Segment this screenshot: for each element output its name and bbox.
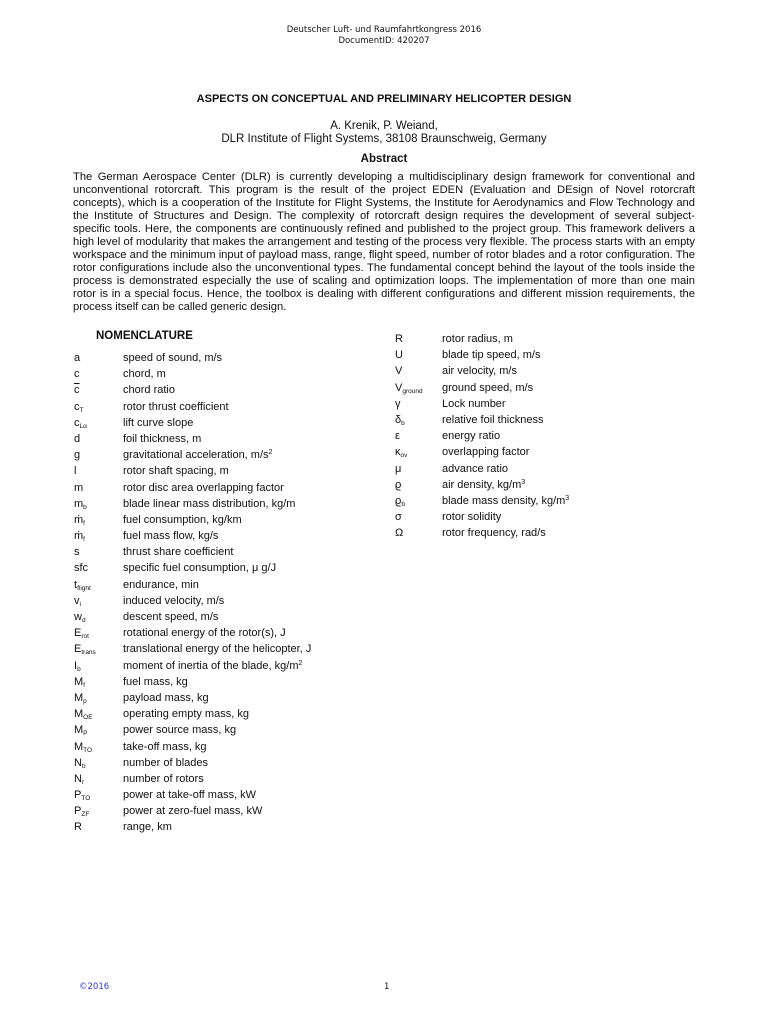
symbol-base: s — [74, 546, 80, 559]
description-text: take-off mass, kg — [123, 740, 207, 753]
symbol-subscript: b — [401, 419, 405, 427]
description-text: moment of inertia of the blade, kg/m — [123, 659, 299, 672]
description-text: payload mass, kg — [123, 691, 209, 704]
symbol-subscript: P — [83, 730, 88, 738]
symbol-base: M — [74, 724, 84, 737]
description-text: thrust share coefficient — [123, 546, 234, 559]
nomenclature-symbol — [395, 414, 405, 427]
symbol-base: E — [74, 643, 82, 656]
nomenclature-entry — [74, 514, 374, 530]
description-text: rotor solidity — [442, 511, 502, 524]
nomenclature-description — [123, 530, 218, 542]
nomenclature-symbol — [74, 465, 76, 477]
nomenclature-entry — [395, 511, 695, 527]
nomenclature-entry — [395, 463, 695, 479]
symbol-subscript: ground — [402, 387, 423, 395]
description-text: range, km — [123, 821, 172, 834]
description-superscript: 2 — [268, 449, 273, 457]
symbol-subscript: b — [83, 503, 87, 511]
nomenclature-description — [123, 708, 249, 720]
nomenclature-symbol — [74, 595, 81, 608]
nomenclature-entry — [74, 789, 374, 805]
nomenclature-description — [123, 514, 242, 526]
copyright: ©2016 — [79, 982, 110, 992]
nomenclature-entry — [74, 708, 374, 724]
nomenclature-description — [123, 611, 218, 623]
nomenclature-description — [123, 821, 172, 833]
nomenclature-symbol — [74, 708, 93, 721]
document-id: DocumentID: 420207 — [338, 36, 430, 46]
symbol-base: γ — [395, 397, 401, 410]
nomenclature-symbol — [395, 430, 400, 442]
nomenclature-description — [123, 546, 233, 558]
symbol-subscript: Lα — [79, 422, 87, 430]
nomenclature-entry — [74, 449, 374, 465]
symbol-base: M — [74, 675, 84, 688]
symbol-subscript: f — [83, 681, 85, 689]
nomenclature-symbol — [395, 333, 403, 345]
nomenclature-entry — [74, 773, 374, 789]
nomenclature-description — [123, 384, 175, 396]
symbol-subscript: b — [77, 665, 81, 673]
nomenclature-heading: NOMENCLATURE — [96, 330, 193, 342]
nomenclature-description — [442, 365, 517, 377]
nomenclature-entry — [395, 414, 695, 430]
symbol-base: ṁ — [74, 513, 84, 526]
description-text: foil thickness, m — [123, 432, 202, 445]
nomenclature-entry — [395, 495, 695, 511]
nomenclature-description — [123, 368, 166, 380]
symbol-subscript: ov — [400, 452, 408, 460]
nomenclature-description — [123, 643, 311, 655]
description-text: gravitational acceleration, m/s — [123, 449, 269, 462]
description-text: blade mass density, kg/m — [442, 494, 566, 507]
symbol-base: Ω — [395, 527, 404, 540]
nomenclature-symbol — [395, 398, 401, 410]
nomenclature-entry — [74, 821, 374, 837]
nomenclature-entry — [74, 417, 374, 433]
nomenclature-entry — [395, 349, 695, 365]
nomenclature-description — [123, 741, 207, 753]
nomenclature-symbol — [74, 741, 92, 754]
symbol-subscript: trans — [81, 649, 96, 657]
nomenclature-entry — [74, 805, 374, 821]
nomenclature-symbol — [74, 692, 87, 705]
nomenclature-right-column — [395, 333, 695, 543]
author-affiliation: DLR Institute of Flight Systems, 38108 Braunschweig, Germany — [221, 133, 547, 145]
symbol-subscript: TO — [81, 795, 91, 803]
nomenclature-symbol — [395, 382, 423, 395]
nomenclature-description — [442, 527, 546, 539]
symbol-base: U — [395, 349, 403, 362]
symbol-base: ϱ — [395, 478, 402, 491]
nomenclature-entry — [74, 352, 374, 368]
nomenclature-symbol — [74, 757, 86, 770]
nomenclature-symbol — [74, 643, 96, 656]
description-text: specific fuel consumption, μ g/J — [123, 562, 277, 575]
symbol-subscript: rot — [81, 633, 89, 641]
symbol-base: ϱ — [395, 494, 402, 507]
symbol-base: c — [74, 400, 80, 413]
nomenclature-entry — [74, 498, 374, 514]
description-text: rotational energy of the rotor(s), J — [123, 627, 286, 640]
symbol-base: P — [74, 805, 82, 818]
symbol-base: I — [74, 659, 78, 672]
nomenclature-symbol — [74, 482, 83, 494]
symbol-subscript: b — [81, 762, 86, 770]
description-text: rotor thrust coefficient — [123, 400, 229, 413]
symbol-base: l — [74, 465, 77, 478]
page-number: 1 — [384, 982, 390, 992]
description-text: relative foil thickness — [442, 413, 544, 426]
symbol-base: M — [74, 740, 84, 753]
description-text: air velocity, m/s — [442, 365, 517, 378]
description-text: rotor radius, m — [442, 333, 513, 345]
nomenclature-entry — [74, 368, 374, 384]
symbol-base: w — [74, 611, 82, 623]
nomenclature-entry — [74, 482, 374, 498]
symbol-subscript: TO — [83, 746, 93, 754]
nomenclature-entry — [74, 530, 374, 546]
nomenclature-description — [123, 773, 204, 785]
nomenclature-description — [123, 692, 209, 704]
nomenclature-entry — [395, 333, 695, 349]
nomenclature-description — [123, 579, 199, 591]
symbol-base: g — [74, 449, 81, 462]
nomenclature-left-column — [74, 352, 374, 838]
nomenclature-symbol — [74, 368, 80, 380]
nomenclature-symbol — [395, 463, 401, 475]
nomenclature-description — [123, 805, 262, 817]
nomenclature-entry — [74, 757, 374, 773]
description-text: endurance, min — [123, 578, 199, 591]
description-text: descent speed, m/s — [123, 611, 219, 623]
symbol-base: E — [74, 627, 82, 640]
nomenclature-symbol — [74, 401, 83, 414]
symbol-subscript: f — [83, 536, 85, 544]
nomenclature-description — [123, 482, 284, 494]
nomenclature-entry — [74, 741, 374, 757]
nomenclature-description — [442, 430, 500, 442]
description-text: fuel consumption, kg/km — [123, 513, 242, 526]
nomenclature-symbol — [74, 773, 84, 786]
symbol-base: R — [395, 333, 403, 345]
nomenclature-symbol — [74, 562, 88, 574]
description-text: fuel mass flow, kg/s — [123, 530, 219, 543]
nomenclature-symbol — [74, 724, 88, 737]
nomenclature-description — [123, 724, 236, 736]
nomenclature-description — [123, 595, 224, 607]
nomenclature-description — [442, 463, 508, 475]
description-text: power at take-off mass, kW — [123, 789, 257, 802]
symbol-subscript: ZF — [81, 811, 90, 819]
nomenclature-description — [442, 349, 540, 361]
description-superscript: 3 — [565, 494, 570, 502]
nomenclature-description — [442, 398, 506, 410]
nomenclature-entry — [395, 479, 695, 495]
nomenclature-entry — [74, 384, 374, 400]
nomenclature-symbol — [74, 514, 85, 527]
symbol-base: ṁ — [74, 530, 84, 543]
symbol-subscript: f — [83, 519, 85, 527]
description-text: fuel mass, kg — [123, 675, 188, 688]
nomenclature-description — [123, 627, 286, 639]
symbol-subscript: i — [79, 600, 81, 608]
author-block — [0, 120, 768, 146]
nomenclature-entry — [395, 430, 695, 446]
paper-title: ASPECTS ON CONCEPTUAL AND PRELIMINARY HELICOPTER DESIGN — [196, 93, 572, 105]
nomenclature-symbol — [74, 498, 87, 511]
symbol-base: a — [74, 352, 81, 364]
nomenclature-entry — [74, 676, 374, 692]
symbol-base: c — [74, 416, 80, 429]
nomenclature-entry — [74, 724, 374, 740]
nomenclature-symbol — [74, 627, 89, 640]
nomenclature-description — [442, 446, 529, 458]
description-text: energy ratio — [442, 430, 501, 443]
description-text: power source mass, kg — [123, 724, 237, 737]
nomenclature-entry — [74, 692, 374, 708]
symbol-base: sfc — [74, 562, 89, 575]
nomenclature-entry — [74, 643, 374, 659]
nomenclature-symbol — [74, 660, 81, 673]
description-superscript: 3 — [521, 478, 526, 486]
description-text: rotor shaft spacing, m — [123, 465, 229, 478]
description-superscript: 2 — [298, 659, 303, 667]
nomenclature-entry — [74, 579, 374, 595]
description-text: ground speed, m/s — [442, 381, 534, 394]
symbol-base: t — [74, 578, 78, 591]
symbol-base: N — [74, 772, 82, 785]
nomenclature-description — [123, 660, 302, 672]
description-text: blade tip speed, m/s — [442, 349, 541, 362]
nomenclature-symbol — [395, 479, 401, 491]
symbol-subscript: b — [401, 500, 405, 508]
author-names: A. Krenik, P. Weiand, — [330, 120, 438, 132]
nomenclature-symbol — [395, 495, 405, 508]
symbol-base: m — [74, 481, 84, 494]
nomenclature-description — [123, 401, 229, 413]
nomenclature-symbol — [74, 449, 80, 461]
nomenclature-entry — [74, 660, 374, 676]
nomenclature-entry — [74, 562, 374, 578]
nomenclature-description — [123, 433, 201, 445]
symbol-base: ε — [395, 430, 400, 443]
symbol-subscript: d — [81, 617, 86, 624]
symbol-base: V — [395, 365, 403, 378]
symbol-subscript: flight — [77, 584, 91, 592]
description-text: Lock number — [442, 397, 506, 410]
description-text: overlapping factor — [442, 446, 530, 459]
nomenclature-entry — [395, 527, 695, 543]
nomenclature-entry — [74, 465, 374, 481]
nomenclature-entry — [74, 611, 374, 627]
nomenclature-symbol — [74, 546, 80, 558]
nomenclature-entry — [395, 398, 695, 414]
nomenclature-symbol — [74, 384, 80, 396]
nomenclature-symbol — [74, 579, 91, 592]
description-text: lift curve slope — [123, 416, 194, 429]
nomenclature-entry — [74, 401, 374, 417]
description-text: rotor disc area overlapping factor — [123, 481, 284, 494]
conference-name: Deutscher Luft- und Raumfahrtkongress 2016 — [286, 25, 482, 35]
nomenclature-symbol — [74, 433, 80, 445]
symbol-subscript: T — [79, 406, 84, 414]
nomenclature-description — [442, 333, 513, 345]
nomenclature-description — [123, 498, 295, 510]
symbol-base: P — [74, 789, 82, 802]
nomenclature-symbol — [74, 789, 90, 802]
symbol-base: d — [74, 432, 81, 445]
nomenclature-description — [123, 465, 229, 477]
abstract-heading: Abstract — [360, 153, 408, 165]
description-text: blade linear mass distribution, kg/m — [123, 497, 296, 510]
nomenclature-description — [442, 414, 544, 426]
nomenclature-symbol — [74, 352, 80, 364]
nomenclature-symbol — [395, 527, 403, 539]
symbol-base: N — [74, 756, 82, 769]
nomenclature-symbol — [395, 511, 402, 523]
description-text: number of rotors — [123, 772, 204, 785]
symbol-base: M — [74, 691, 84, 704]
nomenclature-entry — [74, 433, 374, 449]
symbol-subscript: p — [83, 697, 87, 705]
description-text: chord ratio — [123, 384, 175, 397]
symbol-base: σ — [395, 511, 402, 524]
nomenclature-entry — [395, 365, 695, 381]
symbol-base: m — [74, 497, 84, 510]
symbol-base: M — [74, 708, 84, 721]
description-text: air density, kg/m — [442, 478, 522, 491]
description-text: translational energy of the helicopter, J — [123, 643, 312, 656]
nomenclature-symbol — [74, 805, 89, 818]
description-text: operating empty mass, kg — [123, 708, 249, 721]
nomenclature-description — [123, 789, 256, 801]
symbol-base: κ — [395, 446, 401, 459]
nomenclature-symbol — [395, 349, 403, 361]
nomenclature-symbol — [74, 676, 85, 689]
symbol-base: μ — [395, 462, 402, 475]
nomenclature-entry — [395, 382, 695, 398]
nomenclature-description — [123, 352, 222, 364]
abstract-text: The German Aerospace Center (DLR) is currently developing a multidisciplinary design framework for conventional and unconventional rotorcraft. This program is the result of the project EDEN (Evaluation and DEsign of Novel rotorcraft concepts), which is a cooperation of the Institute for Flight Systems, the Institute for Aerodynamics and Flow Technology and the Institute of Structures and Design. The complexity of rotorcraft design requires the development of several subject-specific tools. Here, the components are continuously refined and published to the project group. This framework delivers a high level of modularity that makes the arrangement and testing of the process very flexible. The process starts with an empty workspace and the minimum input of payload mass, range, flight speed, number of rotor blades and a rotor configuration. The rotor configurations include also the unconventional types. The fundamental concept behind the layout of the tools inside the process is demonstrated especially the use of scaling and optimization loops. The implementation of more than one main rotor is in a special focus. Hence, the toolbox is dealing with different configurations and different mission requirements, the process itself can be called generic design. — [73, 171, 695, 313]
nomenclature-symbol — [395, 365, 402, 377]
nomenclature-description — [123, 757, 208, 769]
symbol-base: $\overline{c}$ — [74, 384, 80, 397]
symbol-base: V — [395, 381, 403, 394]
description-text: induced velocity, m/s — [123, 594, 225, 607]
nomenclature-entry — [395, 446, 695, 462]
symbol-base: δ — [395, 413, 402, 426]
nomenclature-symbol — [395, 446, 407, 459]
nomenclature-description — [123, 562, 276, 574]
nomenclature-symbol — [74, 417, 87, 430]
nomenclature-description — [442, 495, 569, 507]
symbol-subscript: OE — [83, 714, 93, 722]
nomenclature-symbol — [74, 821, 82, 833]
description-text: number of blades — [123, 756, 208, 769]
symbol-base: c — [74, 368, 80, 381]
nomenclature-entry — [74, 627, 374, 643]
nomenclature-entry — [74, 546, 374, 562]
nomenclature-description — [123, 449, 272, 461]
nomenclature-description — [442, 382, 533, 394]
symbol-base: R — [74, 821, 82, 834]
nomenclature-symbol — [74, 611, 86, 624]
symbol-base: v — [74, 594, 80, 607]
description-text: advance ratio — [442, 462, 509, 475]
nomenclature-description — [442, 479, 525, 491]
nomenclature-entry — [74, 595, 374, 611]
description-text: chord, m — [123, 368, 166, 381]
symbol-subscript: r — [81, 778, 85, 786]
nomenclature-description — [442, 511, 501, 523]
description-text: speed of sound, m/s — [123, 352, 223, 364]
nomenclature-description — [123, 676, 188, 688]
description-text: power at zero-fuel mass, kW — [123, 805, 263, 818]
nomenclature-description — [123, 417, 193, 429]
description-text: rotor frequency, rad/s — [442, 527, 546, 540]
nomenclature-symbol — [74, 530, 85, 543]
